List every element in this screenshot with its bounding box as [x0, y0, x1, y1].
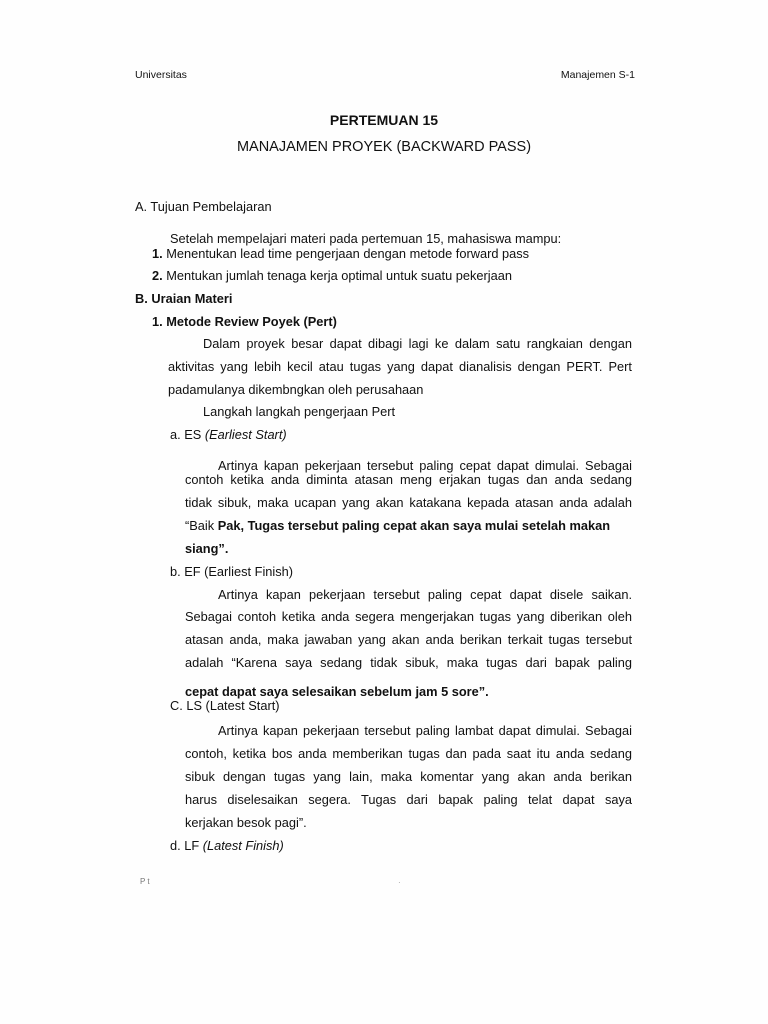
paragraph-line: contoh ketika anda diminta atasan meng erjakan tugas dan anda sedang [185, 472, 632, 487]
section-a-heading: A. Tujuan Pembelajaran [135, 199, 272, 214]
paragraph-line: Dalam proyek besar dapat dibagi lagi ke dalam satu rangkaian dengan [203, 336, 632, 351]
lf-label: d. LF (Latest Finish) [170, 838, 284, 853]
paragraph-line: contoh, ketika bos anda memberikan tugas dan pada saat itu anda sedang [185, 746, 632, 761]
footer-right: · [398, 878, 401, 887]
paragraph-line: tidak sibuk, maka ucapan yang akan katakana kepada atasan anda adalah [185, 495, 632, 510]
footer-left: P t [140, 877, 150, 886]
subsection-1-heading: 1. Metode Review Poyek (Pert) [152, 314, 337, 329]
objective-text: Mentukan jumlah tenaga kerja optimal untuk suatu pekerjaan [166, 268, 512, 283]
header-left: Universitas [135, 69, 187, 81]
page-subtitle: MANAJAMEN PROYEK (BACKWARD PASS) [236, 139, 532, 155]
paragraph-line: aktivitas yang lebih kecil atau tugas yang dapat dianalisis dengan PERT. Pert [168, 359, 632, 374]
objective-item-1 [152, 246, 529, 261]
es-quote-end: siang”. [185, 541, 229, 556]
section-b-heading: B. Uraian Materi [135, 291, 233, 306]
paragraph-line: Sebagai contoh ketika anda segera mengerjakan tugas yang diberikan oleh [185, 609, 632, 624]
ef-quote-end: cepat dapat saya selesaikan sebelum jam 5 sore”. [185, 684, 489, 699]
page-title: PERTEMUAN 15 [329, 112, 439, 128]
es-quote: “Baik Pak, Tugas tersebut paling cepat akan saya mulai setelah makan [185, 518, 611, 533]
ls-label: C. LS (Latest Start) [170, 698, 280, 713]
section-a-intro: Setelah mempelajari materi pada pertemuan 15, mahasiswa mampu: [170, 231, 562, 246]
objective-item-2 [152, 268, 512, 283]
objective-num: 2. [152, 268, 163, 283]
paragraph-line: kerjakan besok pagi”. [185, 815, 307, 830]
paragraph-line: harus diselesaikan segera. Tugas dari bapak paling telat dapat saya [185, 792, 632, 807]
paragraph-line: sibuk dengan tugas yang lain, maka komentar yang akan anda berikan [185, 769, 632, 784]
paragraph-line: adalah “Karena saya sedang tidak sibuk, maka tugas dari bapak paling [185, 655, 632, 670]
header-right: Manajemen S-1 [560, 69, 635, 81]
paragraph-line: Artinya kapan pekerjaan tersebut paling lambat dapat dimulai. Sebagai [218, 723, 632, 738]
paragraph-line: padamulanya dikembngkan oleh perusahaan [168, 382, 424, 397]
es-label: a. ES (Earliest Start) [170, 427, 287, 442]
objective-num: 1. [152, 246, 163, 261]
ef-label: b. EF (Earliest Finish) [170, 564, 294, 579]
langkah-heading: Langkah langkah pengerjaan Pert [203, 404, 396, 419]
paragraph-line: atasan anda, maka jawaban yang akan anda berikan terkait tugas tersebut [185, 632, 632, 647]
paragraph-line: Artinya kapan pekerjaan tersebut paling cepat dapat disele saikan. [218, 587, 632, 602]
paragraph-line: Artinya kapan pekerjaan tersebut paling cepat dapat dimulai. Sebagai [218, 458, 632, 473]
objective-text: Menentukan lead time pengerjaan dengan metode forward pass [166, 246, 530, 261]
